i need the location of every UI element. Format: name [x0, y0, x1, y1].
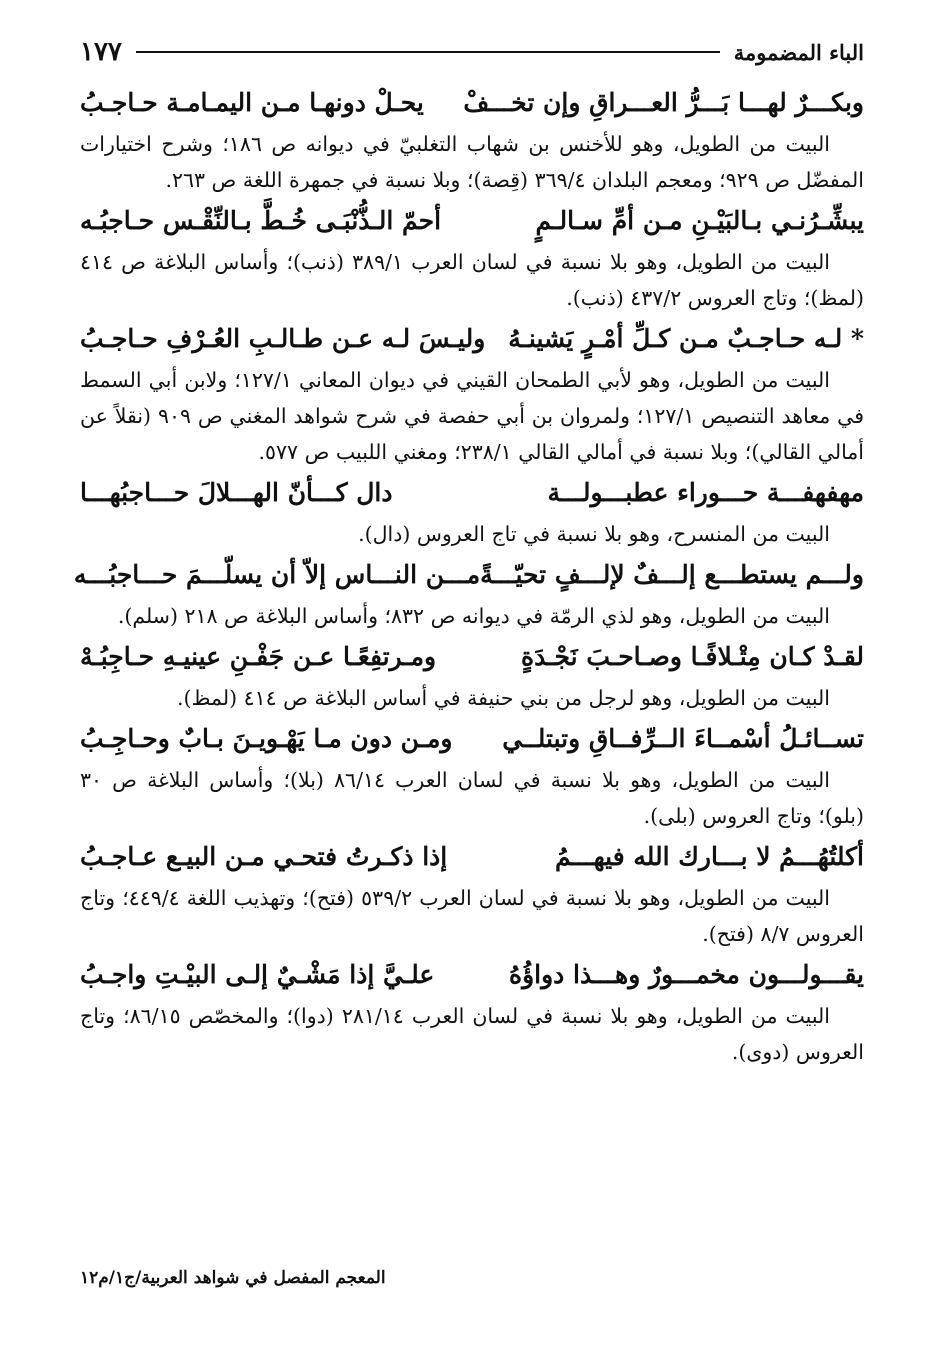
verse-line — [80, 472, 864, 516]
verse-line — [80, 718, 864, 762]
second-hemistich: ومـرتفِعًـا عـن جَفْـنِ عينيـهِ حـاجِبُـهْ — [80, 642, 437, 671]
first-hemistich: تســائـلُ أسْمــاءَ الــرِّفــاقِ وتبتلــي — [502, 724, 864, 753]
first-hemistich: لقـدْ كـان مِتْـلافًـا وصـاحـبَ نَجْـدَةٍ — [520, 642, 864, 671]
verse-line — [80, 836, 864, 880]
verse-line — [80, 318, 864, 362]
verse-note: البيت من الطويل، وهو لرجل من بني حنيفة في أساس البلاغة ص ٤١٤ (لمظ). — [177, 686, 830, 710]
first-hemistich: * لـه حـاجـبٌ مـن كـلِّ أمْـرٍ يَشينـهُ — [508, 324, 864, 353]
first-hemistich: يبشِّـرُنـي بـالبَيْـنِ مـن أمِّ سـالـمٍ — [535, 206, 864, 235]
verse-entry — [73, 554, 864, 634]
first-hemistich: وبكـــرٌ لهـــا بَـــرُّ العـــراقِ وإن تخـــفْ — [463, 88, 864, 117]
verse-entry — [80, 954, 864, 1070]
verse-line — [80, 200, 864, 244]
section-title: الباء المضمومة — [733, 39, 864, 65]
second-hemistich: يحـلْ دونهـا مـن اليمـامـة حـاجـبُ — [80, 88, 424, 117]
second-hemistich: وليـسَ لـه عـن طـالـبِ العُـرْفِ حـاجـبُ — [80, 324, 486, 353]
first-hemistich: أكلتُهُـــمُ لا بـــارك الله فيهـــمُ — [555, 842, 864, 871]
first-hemistich: يقـــولـــون مخمـــورٌ وهـــذا دواؤُهُ — [508, 960, 864, 989]
verse-entry — [80, 82, 864, 198]
second-hemistich: إذا ذكـرتُ فتحـي مـن البيـع عـاجـبُ — [80, 842, 448, 871]
first-hemistich: ولـــم يستطـــع إلـــفٌ لإلـــفٍ تحيّـــةً — [480, 560, 864, 589]
second-hemistich: مـــن النـــاس إلاّ أن يسلّـــمَ حـــاجبُـــه — [73, 560, 481, 589]
running-header — [80, 30, 864, 74]
verse-line — [80, 954, 864, 998]
page-footer: المعجم المفصل في شواهد العربية/ج١/م١٢ — [80, 1268, 386, 1288]
second-hemistich: دال كـــأنّ الهـــلالَ حـــاجبُهـــا — [80, 478, 393, 507]
page-number: ١٧٧ — [80, 37, 122, 67]
verse-line — [73, 554, 864, 598]
verse-line — [80, 82, 864, 126]
verse-entry — [80, 718, 864, 834]
verse-note: البيت من الطويل، وهو بلا نسبة في لسان العرب ٣٨٩/١ (ذنب)؛ وأساس البلاغة ص ٤١٤ (لمظ)؛ وتاج العروس ٤٣٧/٢ (ذنب). — [80, 250, 864, 310]
second-hemistich: علـيَّ إذا مَشْـيٌ إلـى البيْـتِ واجـبُ — [80, 960, 435, 989]
verse-note: البيت من الطويل، وهو لذي الرمّة في ديوانه ص ٨٣٢؛ وأساس البلاغة ص ٢١٨ (سلم). — [117, 604, 830, 628]
verse-line — [80, 636, 864, 680]
second-hemistich: أحمّ الـذُّنْبَـى خُـطَّ بـالنِّقْـس حـاجبُـه — [80, 206, 442, 235]
verse-entry — [80, 318, 864, 470]
verse-entry — [80, 836, 864, 952]
verse-entry — [80, 472, 864, 552]
verse-note: البيت من الطويل، وهو بلا نسبة في لسان العرب ٨٦/١٤ (بلا)؛ وأساس البلاغة ص ٣٠ (بلو)؛ وتاج العروس (بلى). — [80, 768, 864, 828]
entries-list — [73, 82, 864, 1072]
verse-note: البيت من الطويل، وهو للأخنس بن شهاب التغلبيّ في ديوانه ص ١٨٦؛ وشرح اختيارات المفضّل ص ٩٢٩؛ ومعجم البلدان ٣٦٩/٤ (قِصة)؛ وبلا نسبة في جمهرة اللغة ص ٢٦٣. — [80, 132, 864, 192]
first-hemistich: مهفهفـــة حـــوراء عطبـــولـــة — [547, 478, 864, 507]
verse-note: البيت من المنسرح، وهو بلا نسبة في تاج العروس (دال). — [358, 522, 830, 546]
verse-note: البيت من الطويل، وهو لأبي الطمحان القيني في ديوان المعاني ١٢٧/١؛ ولابن أبي السمط في معاهد التنصيص ١٢٧/١؛ ولمروان بن أبي حفصة في شرح شواهد المغني ص ٩٠٩ (نقلاً عن أمالي القالي)؛ وبلا نسبة في أمالي القالي ٢٣٨/١؛ ومغني اللبيب ص ٥٧٧. — [80, 368, 864, 464]
second-hemistich: ومـن دون مـا يَهْـويـنَ بـابٌ وحـاجِـبُ — [80, 724, 453, 753]
verse-note: البيت من الطويل، وهو بلا نسبة في لسان العرب ٢٨١/١٤ (دوا)؛ والمخصّص ٨٦/١٥؛ وتاج العروس (دوى). — [80, 1004, 864, 1064]
verse-note: البيت من الطويل، وهو بلا نسبة في لسان العرب ٥٣٩/٢ (فتح)؛ وتهذيب اللغة ٤٤٩/٤؛ وتاج العروس ٨/٧ (فتح). — [80, 886, 864, 946]
header-rule — [136, 51, 720, 53]
verse-entry — [80, 636, 864, 716]
verse-entry — [80, 200, 864, 316]
